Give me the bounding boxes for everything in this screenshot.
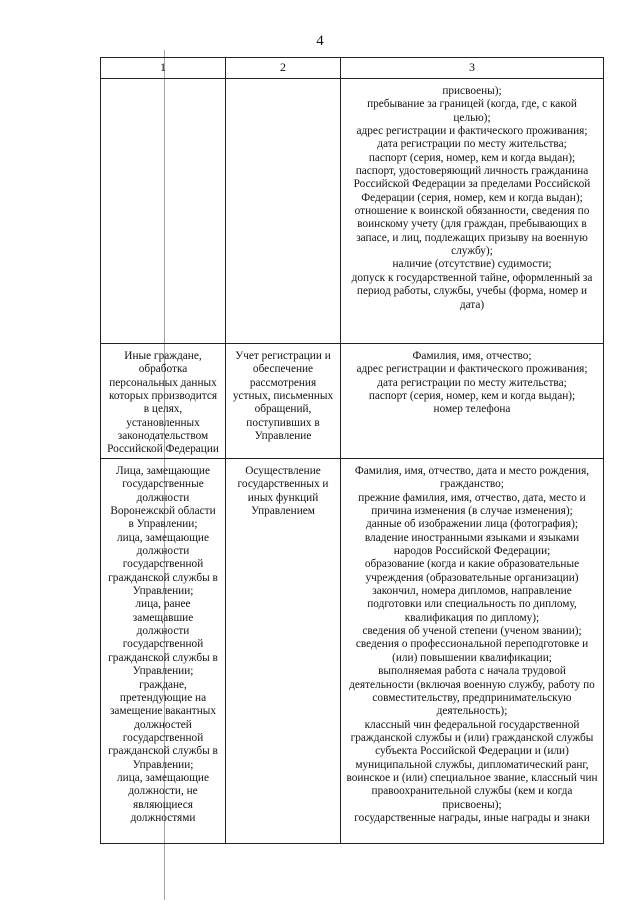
cell-line: должности: [136, 491, 190, 504]
cell-line: лица, замещающие: [117, 531, 209, 544]
cell-line: претендующие на: [119, 691, 207, 704]
cell-line: Воронежской области: [110, 505, 216, 518]
data-list-cell: [341, 459, 604, 844]
cell-line: гражданской службы и (или) гражданской службы: [350, 731, 594, 744]
table-row: [101, 344, 604, 459]
cell-line: адрес регистрации и фактического проживания;: [356, 125, 588, 138]
cell-line: граждане,: [139, 678, 187, 691]
cell-line: персональных данных: [109, 376, 217, 389]
cell-line: закончил, номера дипломов, направление: [372, 585, 572, 598]
cell-line: дата): [459, 298, 485, 311]
cell-line: замещение вакантных: [109, 705, 217, 718]
cell-line: классный чин федеральной государственной: [364, 718, 580, 731]
cell-line: иных функций: [247, 491, 319, 504]
purpose-cell: [226, 344, 341, 459]
cell-line: Управлении;: [132, 585, 194, 598]
cell-line: присвоены);: [442, 85, 502, 97]
personal-data-table: [100, 57, 604, 844]
cell-line: Осуществление: [245, 465, 321, 477]
cell-line: Управлении;: [132, 758, 194, 771]
cell-line: муниципальной службы, дипломатический ранг,: [355, 758, 589, 771]
cell-line: гражданской службы в: [108, 651, 218, 664]
cell-line: Иные граждане,: [124, 350, 202, 362]
cell-line: лица, замещающие: [117, 771, 209, 784]
cell-line: Российской Федерации: [107, 443, 219, 456]
cell-line: замещавшие: [132, 611, 194, 624]
cell-line: отношение к воинской обязанности, сведения по: [354, 205, 590, 218]
cell-line: должностей: [134, 718, 192, 731]
cell-line: образование (когда и какие образовательные: [364, 558, 580, 571]
cell-line: Управлении;: [132, 665, 194, 678]
cell-line: поступивших в: [246, 416, 320, 429]
subjects-cell: [101, 459, 226, 844]
cell-line: в Управлении;: [128, 518, 198, 531]
cell-line: пребывание за границей (когда, где, с какой: [367, 98, 577, 111]
cell-line: службу);: [451, 245, 493, 258]
cell-line: допуск к государственной тайне, оформленный за: [351, 271, 593, 284]
cell-line: должностями: [130, 811, 196, 824]
cell-line: должности: [136, 625, 190, 638]
cell-line: прежние фамилия, имя, отчество, дата, место и: [358, 491, 586, 504]
cell-line: рассмотрения: [249, 376, 317, 389]
cell-line: государственные: [122, 478, 204, 491]
cell-line: гражданской службы в: [108, 745, 218, 758]
cell-line: устных, письменных: [232, 390, 334, 403]
cell-line: Федерации (серия, номер, кем и когда выдан);: [361, 191, 583, 204]
cell-line: народов Российской Федерации;: [393, 545, 551, 558]
cell-line: наличие (отсутствие) судимости;: [392, 258, 552, 271]
cell-line: целью);: [453, 111, 491, 124]
cell-line: Российской Федерации за пределами Российской: [353, 178, 591, 191]
table-row: [101, 459, 604, 844]
cell-line: паспорт, удостоверяющий личность гражданина: [355, 165, 589, 178]
cell-line: причина изменения (в случае изменения);: [371, 505, 573, 518]
cell-line: запасе, и лиц, подлежащих призыву на военную: [356, 231, 588, 244]
cell-line: подготовки или специальность по диплому,: [367, 598, 577, 611]
cell-line: государственной: [122, 731, 204, 744]
cell-line: присвоены);: [442, 798, 502, 811]
cell-line: Управление: [254, 430, 312, 443]
cell-line: являющиеся: [133, 798, 193, 811]
subjects-cell: [101, 79, 226, 344]
table-header-row: [101, 58, 604, 79]
cell-line: паспорт (серия, номер, кем и когда выдан);: [368, 390, 576, 403]
data-list-cell: [341, 344, 604, 459]
cell-line: гражданство;: [440, 478, 504, 491]
table-row: [101, 79, 604, 344]
cell-line: дата регистрации по месту жительства;: [377, 138, 567, 151]
cell-line: воинское и (или) специальное звание, классный чин: [346, 771, 598, 784]
cell-line: обработка: [138, 363, 188, 376]
cell-line: лица, ранее: [135, 598, 191, 611]
cell-line: деятельности (включая военную службу, работу по: [349, 678, 595, 691]
cell-line: субъекта Российской Федерации и (или): [375, 745, 569, 758]
cell-line: владение иностранными языками и языками: [364, 531, 580, 544]
cell-line: выполняемая работа с начала трудовой: [378, 665, 566, 678]
cell-line: период работы, службы, учебы (форма, номер и: [356, 285, 588, 298]
page-number: 4: [316, 33, 324, 49]
cell-line: Управлением: [251, 505, 315, 518]
cell-line: паспорт (серия, номер, кем и когда выдан);: [368, 151, 576, 164]
header-col-2: 2: [226, 58, 341, 79]
cell-line: Лица, замещающие: [116, 465, 210, 477]
header-col-1: 1: [101, 58, 226, 79]
cell-line: квалификация по диплому);: [404, 611, 540, 624]
subjects-cell: [101, 344, 226, 459]
cell-line: дата регистрации по месту жительства;: [377, 376, 567, 389]
purpose-cell: [226, 459, 341, 844]
cell-line: обращений,: [254, 403, 312, 416]
cell-line: Фамилия, имя, отчество;: [412, 350, 532, 362]
cell-line: Учет регистрации и: [235, 350, 331, 362]
cell-line: сведения о профессиональной переподготовке и: [355, 638, 589, 651]
cell-line: государственной: [122, 558, 204, 571]
cell-line: воинскому учету (для граждан, пребывающих в: [357, 218, 587, 231]
header-col-3: 3: [341, 58, 604, 79]
cell-line: гражданской службы в: [108, 571, 218, 584]
cell-line: должности: [136, 545, 190, 558]
cell-line: деятельность);: [436, 705, 508, 718]
cell-line: государственные награды, иные награды и знаки: [354, 811, 590, 824]
data-list-cell: [341, 79, 604, 344]
cell-line: сведения об ученой степени (ученом звании);: [362, 625, 582, 638]
purpose-cell: [226, 79, 341, 344]
cell-line: в целях,: [143, 403, 183, 416]
cell-line: Фамилия, имя, отчество, дата и место рождения,: [354, 465, 590, 477]
cell-line: учреждения (образовательные организации): [365, 571, 579, 584]
cell-line: номер телефона: [433, 403, 511, 416]
cell-line: правоохранительной службы (кем и когда: [371, 785, 573, 798]
cell-line: адрес регистрации и фактического проживания;: [356, 363, 588, 376]
cell-line: должности, не: [128, 785, 198, 798]
cell-line: установленных: [126, 416, 200, 429]
cell-line: которых производится: [108, 390, 218, 403]
cell-line: (или) повышении квалификации;: [392, 651, 552, 664]
cell-line: совместительству, предпринимательскую: [372, 691, 572, 704]
cell-line: данные об изображении лица (фотография);: [366, 518, 578, 531]
cell-line: обеспечение: [252, 363, 314, 376]
cell-line: государственной: [122, 638, 204, 651]
cell-line: законодательством: [117, 430, 209, 443]
cell-line: государственных и: [237, 478, 329, 491]
